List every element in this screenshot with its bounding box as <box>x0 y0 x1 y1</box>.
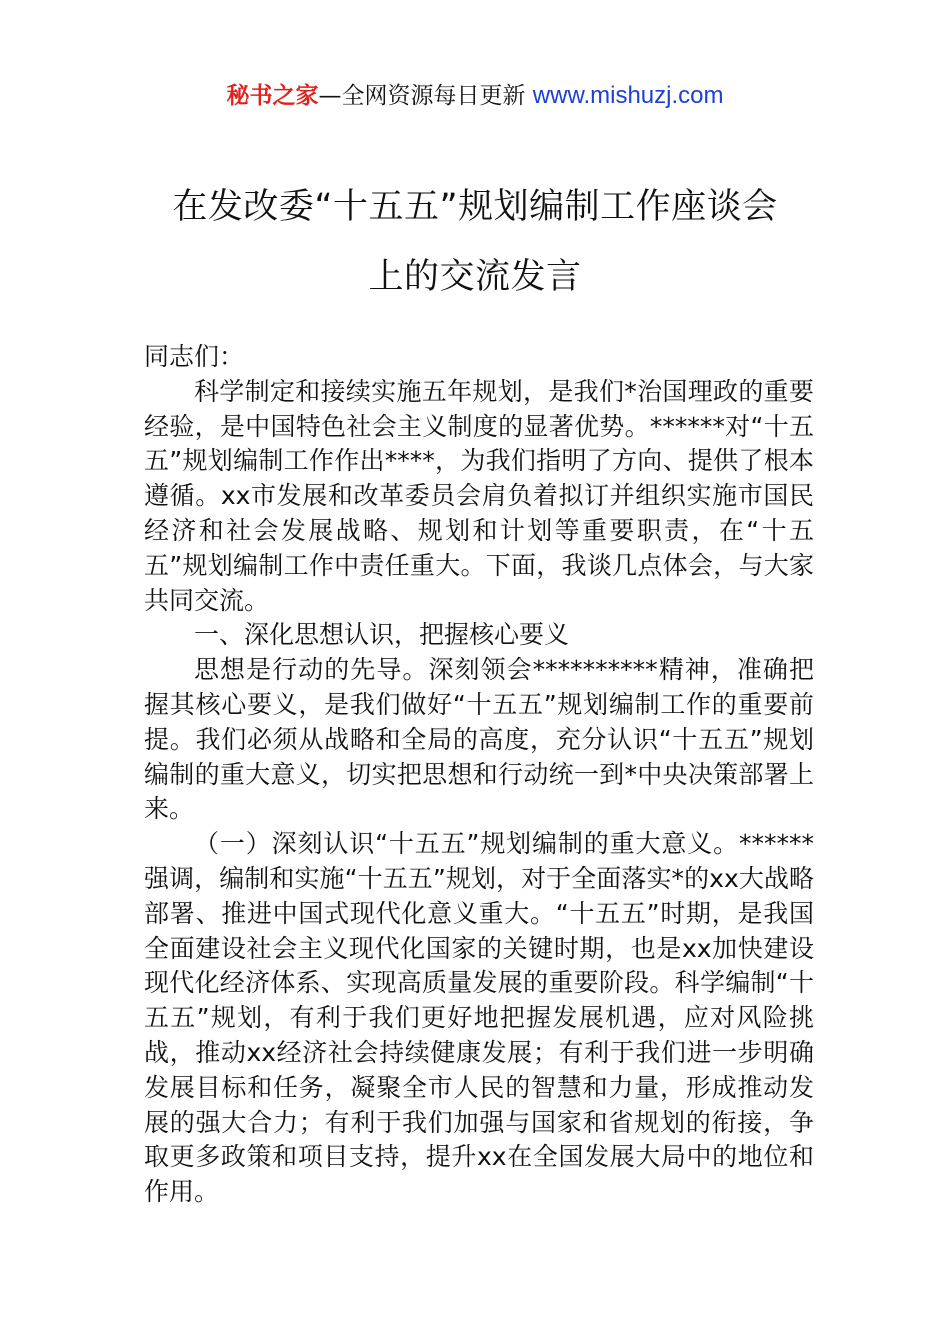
title-line-2: 上的交流发言 <box>368 257 582 297</box>
site-url[interactable]: www.mishuzj.com <box>532 82 724 109</box>
paragraph-subsection-1: （一）深刻认识“十五五”规划编制的重大意义。******强调，编制和实施“十五五”规划，对于全面落实*的xx大战略部署、推进中国式现代化意义重大。“十五五”时期，是我国全面建设社会主义现代化国家的关键时期，也是xx加快建设现代化经济体系、实现高质量发展的重要阶段。科学编制“十五五”规划，有利于我们更好地把握发展机遇，应对风险挑战，推动xx经济社会持续健康发展；有利于我们进一步明确发展目标和任务，凝聚全市人民的智慧和力量，形成推动发展的强大合力；有利于我们加强与国家和省规划的衔接，争取更多政策和项目支持，提升xx在全国发展大局中的地位和作用。 <box>144 829 814 1207</box>
title-line-1: 在发改委“十五五”规划编制工作座谈会 <box>172 187 778 227</box>
section-heading-1: 一、深化思想认识，把握核心要义 <box>194 620 570 650</box>
salutation: 同志们： <box>144 342 245 371</box>
site-header <box>0 78 950 114</box>
paragraph-section-1: 思想是行动的先导。深刻领会**********精神，准确把握其核心要义，是我们做好“十五五”规划编制工作的重要前提。我们必须从战略和全局的高度，充分认识“十五五”规划编制的重大意义，切实把思想和行动统一到*中央决策部署上来。 <box>144 655 814 824</box>
paragraph-intro: 科学制定和接续实施五年规划，是我们*治国理政的重要经验，是中国特色社会主义制度的显著优势。******对“十五五”规划编制工作作出****，为我们指明了方向、提供了根本遵循。xx市发展和改革委员会肩负着拟订并组织实施市国民经济和社会发展战略、规划和计划等重要职责，在“十五五”规划编制工作中责任重大。下面，我谈几点体会，与大家共同交流。 <box>144 376 814 615</box>
document-title <box>120 172 830 312</box>
header-tagline: —全网资源每日更新 <box>318 83 533 109</box>
document-body <box>144 340 814 1210</box>
brand-name: 秘书之家 <box>226 83 319 109</box>
